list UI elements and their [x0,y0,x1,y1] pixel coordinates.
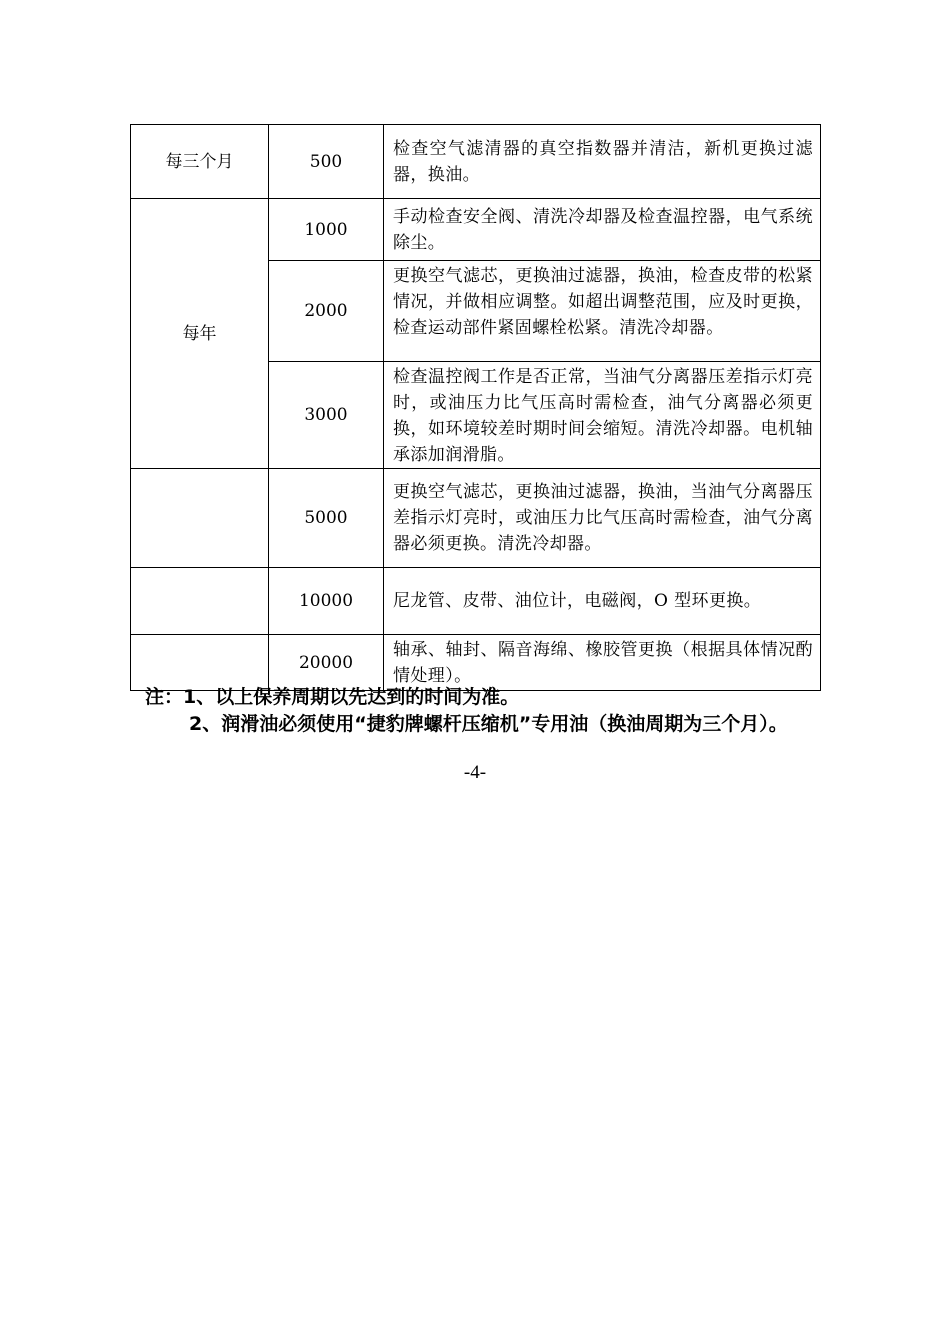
table-row [131,635,821,691]
task-cell: 更换空气滤芯，更换油过滤器，换油，当油气分离器压差指示灯亮时，或油压力比气压高时需检查，油气分离器必须更换。清洗冷却器。 [384,469,821,568]
task-cell: 检查空气滤清器的真空指数器并清洁，新机更换过滤器，换油。 [384,125,821,199]
table-row [131,199,821,261]
hours-cell: 5000 [269,469,384,568]
note-line-1: 注：1、以上保养周期以先达到的时间为准。 [145,686,520,708]
period-cell [131,568,269,635]
page-number: -4- [463,762,487,783]
period-cell: 每年 [131,199,269,469]
task-cell: 更换空气滤芯，更换油过滤器，换油，检查皮带的松紧情况，并做相应调整。如超出调整范围，应及时更换，检查运动部件紧固螺栓松紧。清洗冷却器。 [384,261,821,362]
task-cell: 检查温控阀工作是否正常，当油气分离器压差指示灯亮时，或油压力比气压高时需检查，油气分离器必须更换，如环境较差时期时间会缩短。清洗冷却器。电机轴承添加润滑脂。 [384,362,821,469]
hours-cell: 3000 [269,362,384,469]
notes-section [145,684,825,738]
period-cell [131,635,269,691]
table-row [131,568,821,635]
maintenance-schedule-table [130,124,821,691]
hours-cell: 20000 [269,635,384,691]
hours-cell: 500 [269,125,384,199]
period-cell: 每三个月 [131,125,269,199]
hours-cell: 1000 [269,199,384,261]
period-cell [131,469,269,568]
table-row [131,469,821,568]
hours-cell: 2000 [269,261,384,362]
hours-cell: 10000 [269,568,384,635]
task-cell: 尼龙管、皮带、油位计，电磁阀，O 型环更换。 [384,568,821,635]
note-line-2: 2、润滑油必须使用“捷豹牌螺杆压缩机”专用油（换油周期为三个月）。 [189,713,788,735]
task-cell: 轴承、轴封、隔音海绵、橡胶管更换（根据具体情况酌情处理）。 [384,635,821,691]
table-row [131,125,821,199]
task-cell: 手动检查安全阀、清洗冷却器及检查温控器，电气系统除尘。 [384,199,821,261]
